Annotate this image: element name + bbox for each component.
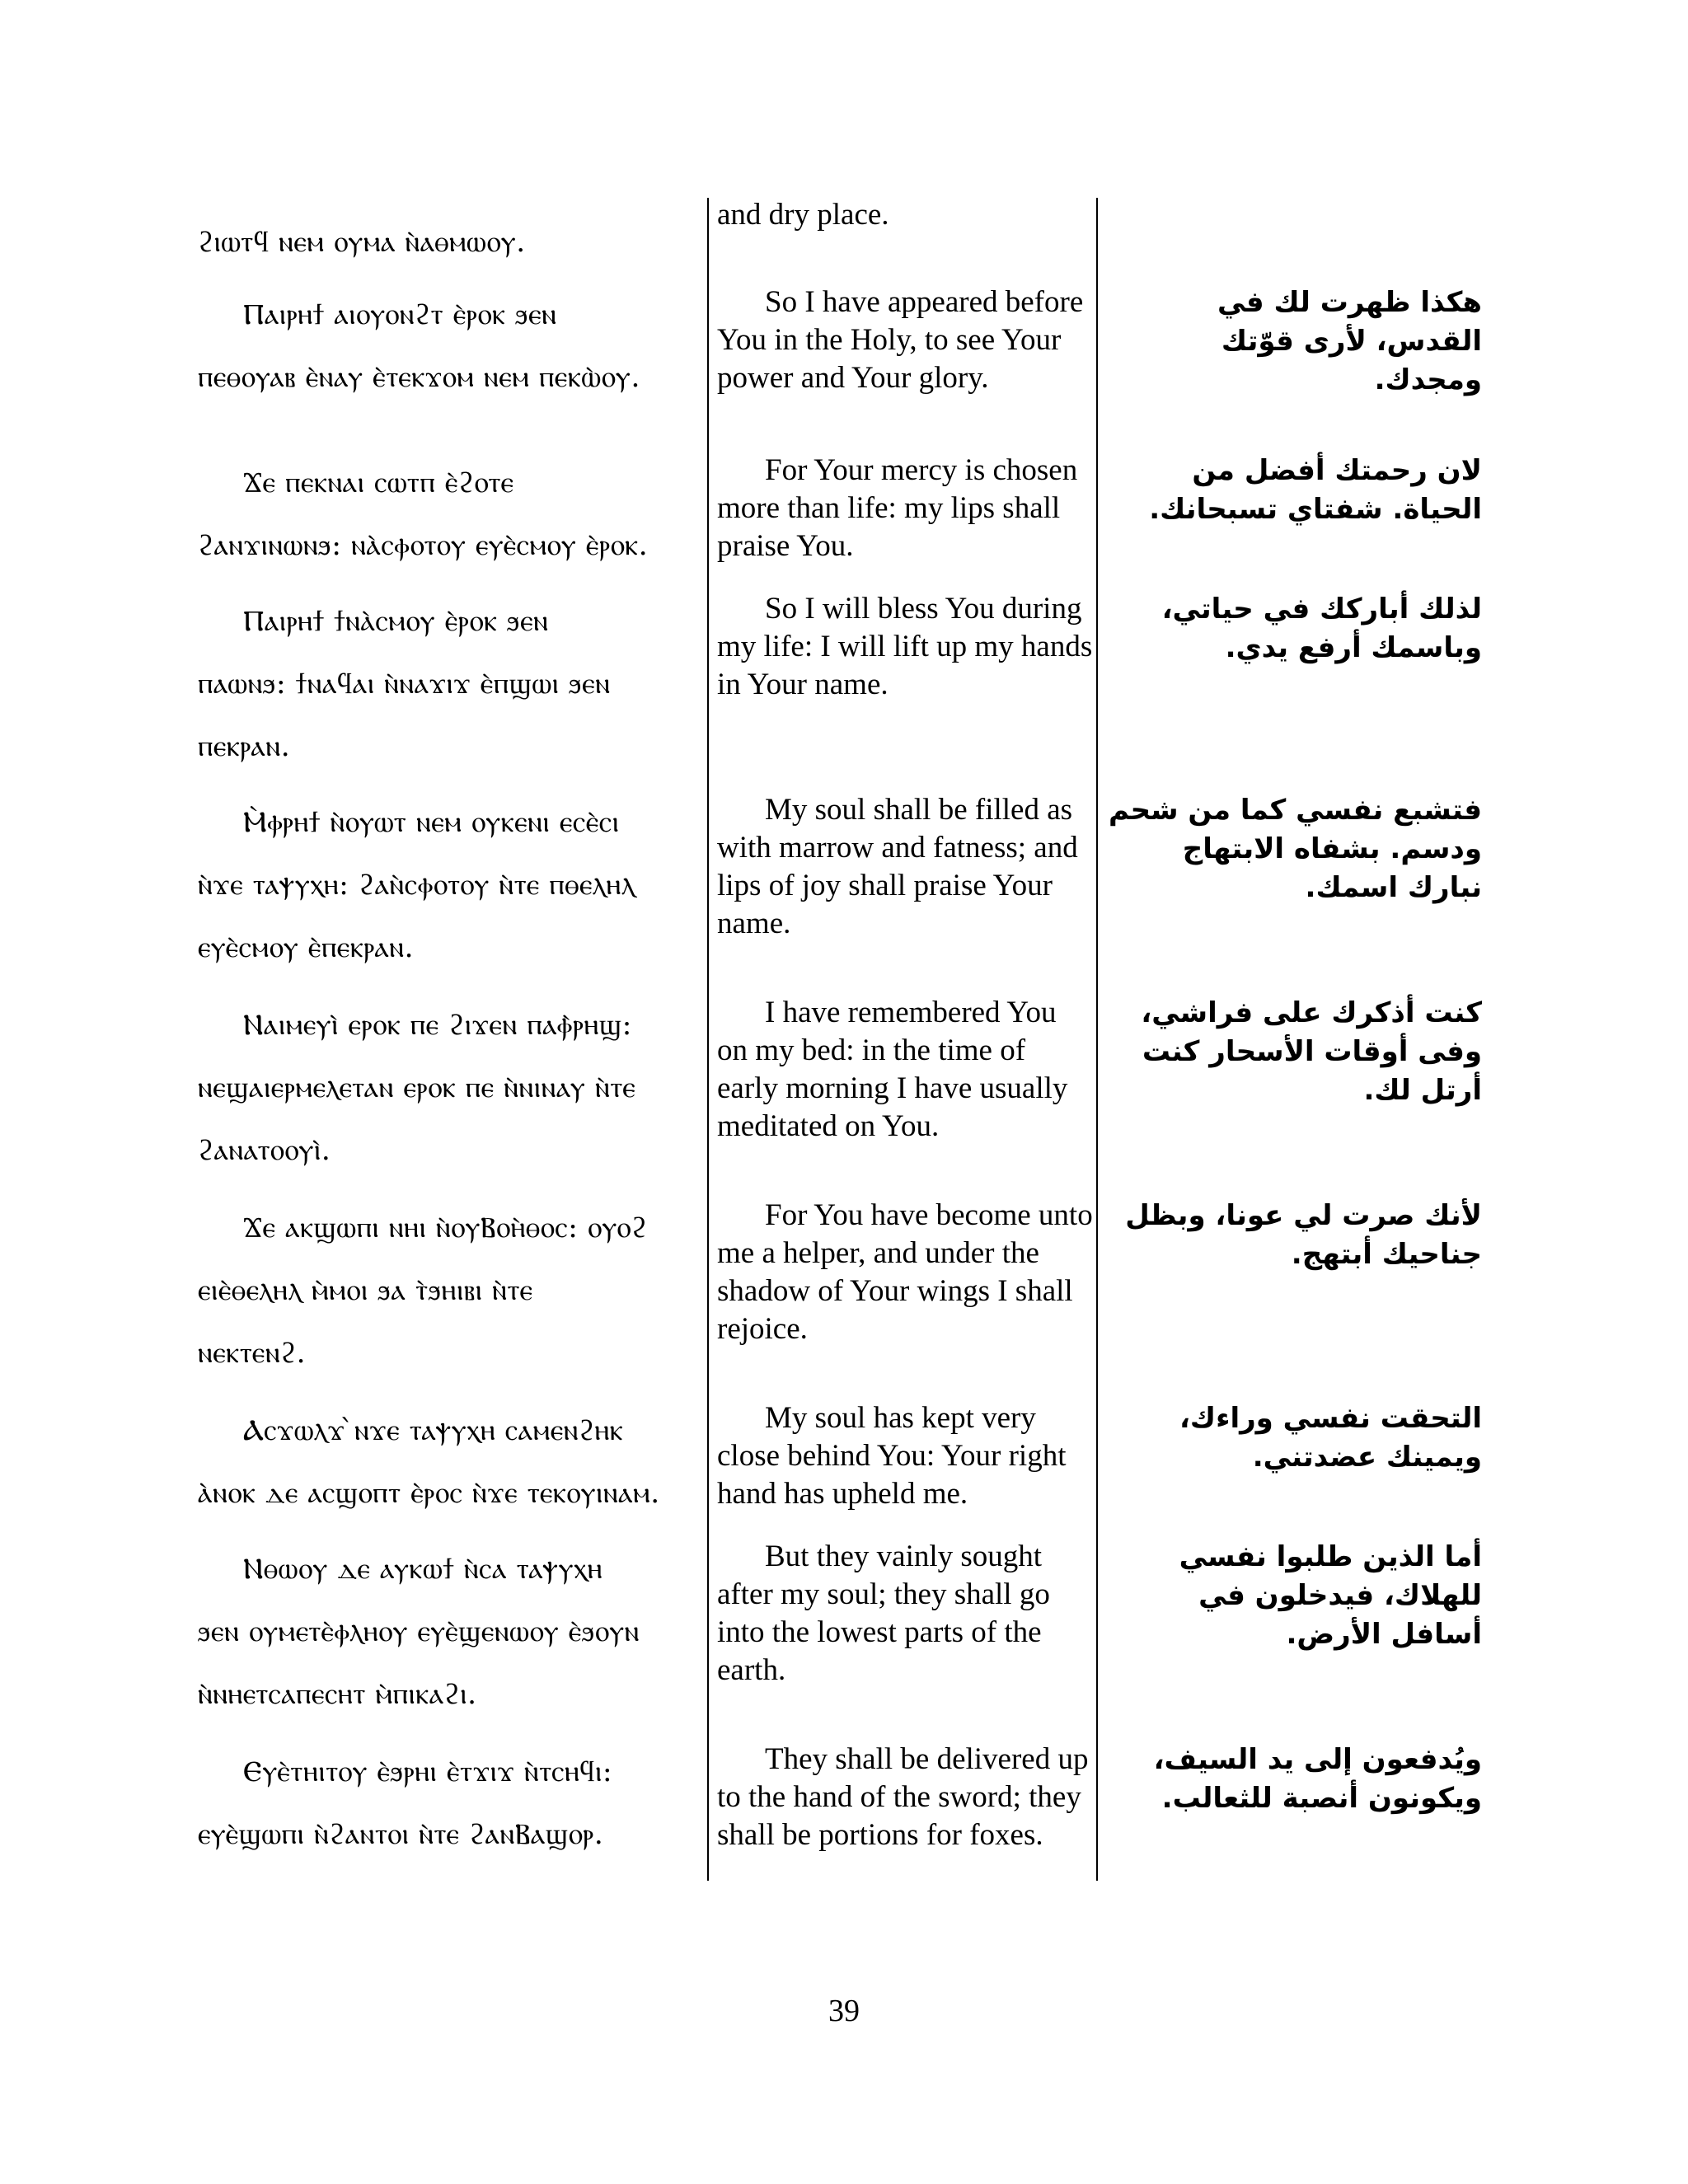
english-text: But they vainly sought after my soul; they shall go into the lowest parts of the earth. [717,1540,1050,1687]
coptic-line: ⲛⲉⲕⲧⲉⲛϩ. [198,1337,307,1370]
coptic-line: ⲁ̀ⲛⲟⲕ ⲇⲉ ⲁⲥϣⲟⲡⲧ ⲉ̀ⲣⲟⲥ ⲛ̀ϫⲉ ⲧⲉⲕⲟⲩⲓⲛⲁⲙ. [198,1477,660,1510]
coptic-line: ⲛ̀ⲛⲏⲉⲧⲥⲁⲡⲉⲥⲏⲧ ⲙ̀ⲡⲓⲕⲁϩⲓ. [198,1678,477,1711]
coptic-text [198,994,701,1182]
coptic-line: ϧⲉⲛ ⲟⲩⲙⲉⲧⲉ̀ⲫⲗⲏⲟⲩ ⲉⲩⲉ̀ϣⲉⲛⲱⲟⲩ ⲉ̀ϧⲟⲩⲛ [198,1615,640,1648]
english-text: For Your mercy is chosen more than life: my lips shall praise You. [717,453,1078,563]
coptic-text [198,590,701,778]
english-text: My soul shall be filled as with marrow and fatness; and lips of joy shall praise Your name. [717,793,1078,940]
coptic-line: ⲉⲓⲉ̀ⲑⲉⲗⲏⲗ ⲙ̀ⲙⲟⲓ ϧⲁ ⲧ̀ϧⲏⲓⲃⲓ ⲛ̀ⲧⲉ [198,1274,533,1307]
coptic-line: ϩⲁⲛϫⲓⲛⲱⲛϧ: ⲛⲁ̀ⲥⲫⲟⲧⲟⲩ ⲉⲩⲉ̀ⲥⲙⲟⲩ ⲉ̀ⲣⲟⲕ. [198,529,649,562]
coptic-line: ⲛ̀ϫⲉ ⲧⲁⲯⲩⲭⲏ: ϩⲁⲛ̀ⲥⲫⲟⲧⲟⲩ ⲛ̀ⲧⲉ ⲡⲑⲉⲗⲏⲗ [198,869,635,902]
coptic-line: Ⲁⲥϫⲱⲗϫ ̀ⲛϫⲉ ⲧⲁⲯⲩⲭⲏ ⲥⲁⲙⲉⲛϩⲏⲕ [243,1414,624,1447]
coptic-line: ⲉⲩⲉ̀ⲥⲙⲟⲩ ⲉ̀ⲡⲉⲕⲣⲁⲛ. [198,931,415,964]
english-text: They shall be delivered up to the hand of the sword; they shall be portions for foxes. [717,1742,1089,1852]
coptic-line: Ⲡⲁⲓⲣⲏϯ ⲁⲓⲟⲩⲟⲛϩⲧ ⲉ̀ⲣⲟⲕ ϧⲉⲛ [243,298,557,331]
coptic-text [198,1399,701,1525]
page-number: 39 [828,1994,860,2028]
arabic-text: هكذا ظهرت لك في القدس، لأرى قوّتك ومجدك. [1217,286,1482,396]
column-divider-left [707,198,709,1881]
coptic-line: Ϫⲉ ⲁⲕϣⲱⲡⲓ ⲛⲏⲓ ⲛ̀ⲟⲩⲂⲟⲏ̀ⲑⲟⲥ: ⲟⲩⲟϩ [243,1212,648,1244]
coptic-line: ϩⲓⲱⲧϥ ⲛⲉⲙ ⲟⲩⲙⲁ ⲛ̀ⲁⲑⲙⲱⲟⲩ. [198,226,526,259]
coptic-text [198,284,701,409]
coptic-text [198,1741,701,1866]
coptic-line: Ⲛⲑⲱⲟⲩ ⲇⲉ ⲁⲩⲕⲱϯ ⲛ̀ⲥⲁ ⲧⲁⲯⲩⲭⲏ [243,1553,603,1586]
coptic-line: ⲛⲉϣⲁⲓⲉⲣⲙⲉⲗⲉⲧⲁⲛ ⲉⲣⲟⲕ ⲡⲉ ⲛ̀ⲛⲓⲛⲁⲩ ⲛ̀ⲧⲉ [198,1071,636,1104]
arabic-text: لان رحمتك أفضل من الحياة. شفتاي تسبحانك. [1149,454,1482,526]
english-text: So I have appeared before You in the Holy, to see Your power and Your glory. [717,285,1084,395]
coptic-line: ⲡⲉⲕⲣⲁⲛ. [198,730,291,763]
arabic-text: كنت أذكرك على فراشي، وفى أوقات الأسحار كنت أرتل لك. [1141,996,1482,1107]
coptic-text [198,211,701,274]
english-text: I have remembered You on my bed: in the time of early morning I have usually meditated on You. [717,996,1068,1143]
arabic-text: أما الذين طلبوا نفسي للهلاك، فيدخلون في أسافل الأرض. [1179,1540,1482,1651]
coptic-line: Ⲛⲁⲓⲙⲉⲩⲓ̀ ⲉⲣⲟⲕ ⲡⲉ ϩⲓϫⲉⲛ ⲡⲁⲫ̀ⲣⲏϣ: [243,1009,632,1042]
arabic-text: لذلك أباركك في حياتي، وباسمك أرفع يدي. [1161,593,1482,664]
coptic-line: Ⲉⲩⲉ̀ⲧⲏⲓⲧⲟⲩ ⲉ̀ϧⲣⲏⲓ ⲉ̀ⲧϫⲓϫ ⲛ̀ⲧⲥⲏϥⲓ: [243,1755,613,1788]
coptic-line: ⲡⲁⲱⲛϧ: ϯⲛⲁϥⲁⲓ ⲛ̀ⲛⲁϫⲓϫ ⲉ̀ⲡϣⲱⲓ ϧⲉⲛ [198,668,611,701]
english-text: My soul has kept very close behind You: Your right hand has upheld me. [717,1401,1067,1511]
english-text: So I will bless You during my life: I will lift up my hands in Your name. [717,592,1093,701]
coptic-text [198,791,701,979]
english-text: and dry place. [717,198,889,232]
english-text: For You have become unto me a helper, and under the shadow of Your wings I shall rejoice. [717,1198,1093,1346]
coptic-line: Ϫⲉ ⲡⲉⲕⲛⲁⲓ ⲥⲱⲧⲡ ⲉ̀ϩⲟⲧⲉ [243,466,514,499]
coptic-line: Ⲡⲁⲓⲣⲏϯ ϯⲛⲁ̀ⲥⲙⲟⲩ ⲉ̀ⲣⲟⲕ ϧⲉⲛ [243,605,549,638]
coptic-line: ⲡⲉⲑⲟⲩⲁⲃ ⲉ̀ⲛⲁⲩ ⲉ̀ⲧⲉⲕϫⲟⲙ ⲛⲉⲙ ⲡⲉⲕⲱ̀ⲟⲩ. [198,361,640,394]
coptic-line: ϩⲁⲛⲁⲧⲟⲟⲩⲓ̀. [198,1134,331,1167]
coptic-text [198,1197,701,1385]
coptic-line: ⲉⲩⲉ̀ϣⲱⲡⲓ ⲛ̀ϩⲁⲛⲧⲟⲓ ⲛ̀ⲧⲉ ϩⲁⲛⲂⲁϣⲟⲣ. [198,1818,604,1851]
coptic-text [198,1538,701,1726]
arabic-text: التحقت نفسي وراءك، ويمينك عضدتني. [1179,1402,1482,1474]
arabic-text: فتشبع نفسي كما من شحم ودسم. بشفاه الابتهاج نبارك اسمك. [1108,794,1482,904]
arabic-text: ويُدفعون إلى يد السيف، ويكونون أنصبة للثعالب. [1153,1743,1482,1815]
column-divider-right [1096,198,1098,1881]
coptic-line: Ⲙ̀ⲫⲣⲏϯ ⲛ̀ⲟⲩⲱⲧ ⲛⲉⲙ ⲟⲩⲕⲉⲛⲓ ⲉⲥⲉ̀ⲥⲓ [243,806,620,839]
coptic-text [198,452,701,577]
arabic-text: لأنك صرت لي عونا، وبظل جناحيك أبتهج. [1125,1199,1482,1271]
